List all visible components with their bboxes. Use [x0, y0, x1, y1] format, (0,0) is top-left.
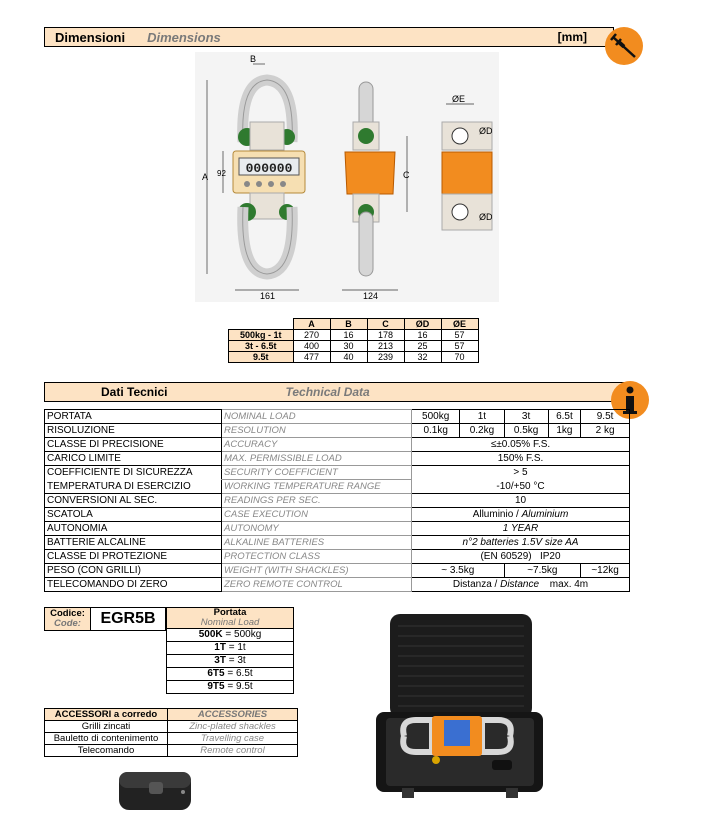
dim-th: B	[330, 319, 367, 330]
dim-cell: 400	[293, 341, 330, 352]
tech-row-portata	[45, 410, 630, 424]
accessory-row	[45, 733, 298, 745]
code-label-en: Code:	[54, 618, 81, 629]
dim-th-empty	[229, 319, 294, 330]
tech-value: -10/+50 °C	[412, 480, 630, 494]
nominal-load-cell	[167, 655, 294, 668]
travelling-case-image	[372, 612, 547, 805]
tech-row-carico	[45, 452, 630, 466]
dim-label-161: 161	[260, 291, 276, 301]
tech-value: 6.5t	[548, 410, 581, 424]
dim-cell: 213	[367, 341, 404, 352]
tech-row-batterie	[45, 536, 630, 550]
dim-label-OE: ØE	[452, 94, 466, 104]
remote-val-tail: max. 4m	[549, 579, 589, 590]
tech-label-it: SCATOLA	[45, 508, 222, 522]
dim-label-B: B	[250, 54, 257, 64]
tech-value: 1kg	[548, 424, 581, 438]
dimension-drawing	[195, 52, 499, 302]
nominal-load-cell	[167, 681, 294, 694]
tech-value: ~7.5kg	[504, 564, 581, 578]
dim-row-label: 9.5t	[229, 352, 294, 363]
tech-label-it: AUTONOMIA	[45, 522, 222, 536]
tech-value: 1t	[460, 410, 504, 424]
tech-value: 2 kg	[581, 424, 630, 438]
accessories-title-en: ACCESSORIES	[168, 709, 298, 721]
dim-label-92: 92	[217, 169, 226, 178]
device-display-drawing: 000000	[245, 161, 293, 176]
dim-cell: 40	[330, 352, 367, 363]
caliper-icon	[604, 26, 644, 66]
dim-cell: 30	[330, 341, 367, 352]
dim-cell: 477	[293, 352, 330, 363]
tech-row-protezione	[45, 550, 630, 564]
tech-label-en: RESOLUTION	[222, 424, 412, 438]
nominal-load-cell	[167, 642, 294, 655]
nominal-load-row	[167, 655, 294, 668]
accessory-it: Telecomando	[45, 745, 168, 757]
tech-label-en: PROTECTION CLASS	[222, 550, 412, 564]
accessory-en: Remote control	[168, 745, 298, 757]
tech-label-en: AUTONOMY	[222, 522, 412, 536]
dim-label-C: C	[403, 170, 410, 180]
load-code: 1T	[214, 642, 226, 653]
dim-th: C	[367, 319, 404, 330]
tech-label-en: NOMINAL LOAD	[222, 410, 412, 424]
load-code: 6T5	[207, 668, 225, 679]
accessories-title-it: ACCESSORI a corredo	[45, 709, 168, 721]
tech-value: 10	[412, 494, 630, 508]
nominal-load-header	[167, 608, 294, 629]
tech-value: ~ 3.5kg	[412, 564, 505, 578]
tech-row-temp	[45, 480, 630, 494]
load-code: 3T	[214, 655, 226, 666]
accessory-row	[45, 745, 298, 757]
tech-label-it: COEFFICIENTE DI SICUREZZA	[45, 466, 222, 480]
tech-table	[44, 409, 630, 592]
accessory-en: Travelling case	[168, 733, 298, 745]
dim-cell: 16	[330, 330, 367, 341]
nominal-load-cell	[167, 629, 294, 642]
remote-val-en: Distance	[500, 579, 540, 590]
scatola-val-en: Aluminium	[521, 509, 569, 520]
nominal-load-cell	[167, 668, 294, 681]
dim-cell: 178	[367, 330, 404, 341]
tech-label-it: CONVERSIONI AL SEC.	[45, 494, 222, 508]
tech-row-conv	[45, 494, 630, 508]
nominal-load-row	[167, 681, 294, 694]
dim-cell: 70	[441, 352, 478, 363]
tech-label-it: PORTATA	[45, 410, 222, 424]
tech-label-en: READINGS PER SEC.	[222, 494, 412, 508]
tech-value: 9.5t	[581, 410, 630, 424]
accessory-row	[45, 721, 298, 733]
dim-cell: 270	[293, 330, 330, 341]
tech-label-en: SECURITY COEFFICIENT	[222, 466, 412, 480]
tech-title-it: Dati Tecnici	[101, 385, 168, 399]
accessory-en: Zinc-plated shackles	[168, 721, 298, 733]
tech-label-en: ACCURACY	[222, 438, 412, 452]
dim-cell: 57	[441, 330, 478, 341]
tech-value: (EN 60529) IP20	[412, 550, 630, 564]
accessory-it: Bauletto di contenimento	[45, 733, 168, 745]
tech-value: > 5	[412, 466, 630, 480]
tech-row-autonomia	[45, 522, 630, 536]
product-code: EGR5B	[100, 610, 156, 627]
tech-value: ≤±0.05% F.S.	[412, 438, 630, 452]
tech-row-coeff	[45, 466, 630, 480]
tech-row-telecomando	[45, 578, 630, 592]
tech-label-en: WEIGHT (WITH SHACKLES)	[222, 564, 412, 578]
code-label-it: Codice:	[50, 608, 85, 619]
tech-value: 0.1kg	[412, 424, 460, 438]
dim-cell: 16	[404, 330, 441, 341]
dim-cell: 25	[404, 341, 441, 352]
dim-table-row	[229, 330, 479, 341]
dim-label-OD-top: ØD	[479, 126, 493, 136]
tech-label-it: CLASSE DI PROTEZIONE	[45, 550, 222, 564]
tech-label-it: CLASSE DI PRECISIONE	[45, 438, 222, 452]
dim-row-label: 500kg - 1t	[229, 330, 294, 341]
tech-label-en: WORKING TEMPERATURE RANGE	[222, 480, 412, 494]
accessory-it: Grilli zincati	[45, 721, 168, 733]
tech-row-risoluzione	[45, 424, 630, 438]
dim-table-row	[229, 341, 479, 352]
accessories-table	[44, 708, 298, 757]
dim-cell: 57	[441, 341, 478, 352]
code-box	[44, 607, 166, 631]
tech-row-scatola	[45, 508, 630, 522]
dim-th: A	[293, 319, 330, 330]
nominal-load-title-it: Portata	[213, 607, 247, 618]
tech-value: n°2 batteries 1.5V size AA	[412, 536, 630, 550]
tech-label-it: PESO (CON GRILLI)	[45, 564, 222, 578]
remote-control-image	[115, 768, 195, 814]
dim-table-row	[229, 352, 479, 363]
nominal-load-table	[166, 607, 294, 694]
tech-row-peso	[45, 564, 630, 578]
tech-value: 0.5kg	[504, 424, 548, 438]
tech-label-it: BATTERIE ALCALINE	[45, 536, 222, 550]
tech-value: 500kg	[412, 410, 460, 424]
tech-label-en: ZERO REMOTE CONTROL	[222, 578, 412, 592]
dim-th: ØE	[441, 319, 478, 330]
nominal-load-title-en: Nominal Load	[200, 617, 260, 628]
tech-label-it: RISOLUZIONE	[45, 424, 222, 438]
dim-row-label: 3t - 6.5t	[229, 341, 294, 352]
tech-row-classe	[45, 438, 630, 452]
nominal-load-row	[167, 629, 294, 642]
dim-th: ØD	[404, 319, 441, 330]
tech-value: 150% F.S.	[412, 452, 630, 466]
dim-cell: 32	[404, 352, 441, 363]
tech-value	[412, 508, 630, 522]
load-code: 500K	[198, 629, 223, 640]
dim-label-124: 124	[363, 291, 379, 301]
nominal-load-title	[167, 608, 294, 629]
tech-label-en: MAX. PERMISSIBLE LOAD	[222, 452, 412, 466]
side-view	[345, 82, 395, 276]
tech-value: 3t	[504, 410, 548, 424]
code-label	[45, 608, 91, 630]
nominal-load-row	[167, 642, 294, 655]
remote-val-it: Distanza /	[452, 579, 498, 590]
tech-value: ~12kg	[581, 564, 630, 578]
tech-label-en: ALKALINE BATTERIES	[222, 536, 412, 550]
front-view	[233, 80, 305, 274]
dimensions-title-en: Dimensions	[147, 29, 221, 45]
tech-value: 1 YEAR	[412, 522, 630, 536]
load-value: = 6.5t	[224, 668, 253, 679]
dimensions-title-it: Dimensioni	[55, 29, 126, 45]
dimensions-header	[44, 27, 614, 47]
nominal-load-row	[167, 668, 294, 681]
tech-value: 0.2kg	[460, 424, 504, 438]
dimension-table	[228, 318, 479, 363]
load-value: = 3t	[225, 655, 246, 666]
dim-label-A: A	[202, 172, 209, 182]
scatola-val-it: Alluminio /	[472, 509, 519, 520]
tech-label-it: TELECOMANDO DI ZERO	[45, 578, 222, 592]
accessories-header	[45, 709, 298, 721]
tech-label-it: TEMPERATURA DI ESERCIZIO	[45, 480, 222, 494]
dim-label-OD-bottom: ØD	[479, 212, 493, 222]
tech-label-it: CARICO LIMITE	[45, 452, 222, 466]
tech-title-en: Technical Data	[285, 385, 370, 399]
dim-cell: 239	[367, 352, 404, 363]
dim-table-header-row	[229, 319, 479, 330]
tech-label-en: CASE EXECUTION	[222, 508, 412, 522]
unit-label: [mm]	[557, 30, 587, 44]
tech-value	[412, 578, 630, 592]
load-code: 9T5	[207, 681, 225, 692]
load-value: = 1t	[225, 642, 246, 653]
load-value: = 500kg	[222, 629, 262, 640]
load-value: = 9.5t	[224, 681, 253, 692]
tech-header	[44, 382, 626, 402]
